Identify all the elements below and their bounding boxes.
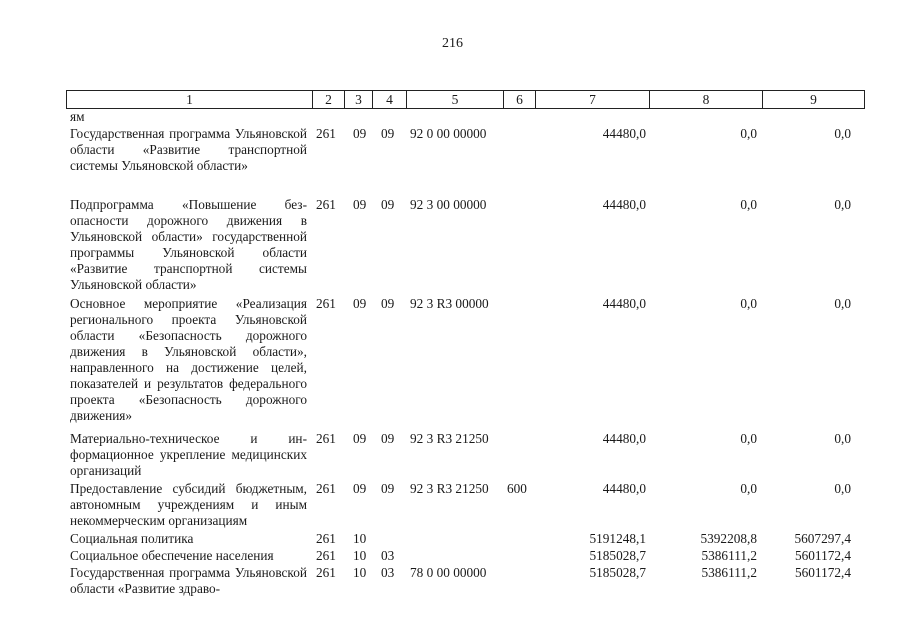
row-name: Предоставление субсидий бюджетным, автономным учреждениям и иным некоммерческим организациям <box>70 481 307 528</box>
row-code-4: 09 <box>381 481 395 496</box>
row-value-8: 5386111,2 <box>701 565 757 580</box>
column-header-4: 4 <box>373 91 407 108</box>
page-number: 216 <box>442 36 463 51</box>
row-value-9: 0,0 <box>834 431 851 446</box>
column-header-2: 2 <box>313 91 345 108</box>
row-value-7: 44480,0 <box>602 197 646 212</box>
row-code-2: 261 <box>316 431 336 446</box>
row-code-2: 261 <box>316 481 336 496</box>
row-code-4: 09 <box>381 431 395 446</box>
row-code-3: 09 <box>353 126 367 141</box>
row-code-2: 261 <box>316 296 336 311</box>
row-code-6: 600 <box>507 481 527 496</box>
row-code-3: 09 <box>353 431 367 446</box>
row-code-3: 09 <box>353 481 367 496</box>
row-value-7: 44480,0 <box>602 431 646 446</box>
row-value-8: 0,0 <box>740 296 757 311</box>
row-code-5: 92 3 00 00000 <box>410 197 487 212</box>
row-code-2: 261 <box>316 565 336 580</box>
row-code-5: 78 0 00 00000 <box>410 565 487 580</box>
column-header-row <box>66 90 865 109</box>
column-header-9: 9 <box>810 92 817 107</box>
row-name: Государственная программа Ульяновской области «Развитие транспортной системы Ульяновской области» <box>70 126 307 173</box>
row-code-2: 261 <box>316 548 336 563</box>
row-value-7: 5185028,7 <box>589 565 646 580</box>
row-code-2: 261 <box>316 531 336 546</box>
row-code-3: 10 <box>353 548 367 563</box>
row-name: Подпрограмма «Повышение безопасности дорожного движения в Ульяновской области» государственной программы Ульяновской области «Развитие транспортной системы Ульяновской области» <box>70 197 307 292</box>
row-value-9: 5601172,4 <box>794 548 851 563</box>
row-code-3: 09 <box>353 296 367 311</box>
row-name: Социальная политика <box>70 531 194 546</box>
column-header-1: 1 <box>67 91 313 108</box>
row-code-3: 10 <box>353 531 367 546</box>
row-code-5: 92 3 R3 21250 <box>410 431 489 446</box>
row-code-4: 09 <box>381 126 395 141</box>
row-value-8: 0,0 <box>740 126 757 141</box>
carry-over-text: ям <box>70 109 85 124</box>
column-header-3: 3 <box>345 91 373 108</box>
row-value-9: 0,0 <box>834 126 851 141</box>
row-value-7: 5191248,1 <box>589 531 646 546</box>
row-value-7: 44480,0 <box>602 481 646 496</box>
row-code-5: 92 3 R3 21250 <box>410 481 489 496</box>
row-value-8: 0,0 <box>740 431 757 446</box>
row-value-9: 5607297,4 <box>794 531 851 546</box>
column-header-7: 7 <box>536 91 650 108</box>
row-code-3: 09 <box>353 197 367 212</box>
row-code-5: 92 3 R3 00000 <box>410 296 489 311</box>
column-header-6: 6 <box>504 91 536 108</box>
row-value-8: 5386111,2 <box>701 548 757 563</box>
row-name: Государственная программа Ульяновской области «Развитие здраво- <box>70 565 307 596</box>
row-code-2: 261 <box>316 126 336 141</box>
row-name: Материально-техническое и информационное укрепление медицинских организаций <box>70 431 307 478</box>
row-value-9: 0,0 <box>834 197 851 212</box>
row-code-4: 09 <box>381 197 395 212</box>
row-value-8: 5392208,8 <box>700 531 757 546</box>
row-code-4: 03 <box>381 548 395 563</box>
row-value-7: 44480,0 <box>602 126 646 141</box>
row-code-5: 92 0 00 00000 <box>410 126 487 141</box>
row-code-3: 10 <box>353 565 367 580</box>
row-value-9: 0,0 <box>834 481 851 496</box>
row-code-4: 03 <box>381 565 395 580</box>
row-value-7: 5185028,7 <box>589 548 646 563</box>
row-value-9: 0,0 <box>834 296 851 311</box>
column-header-8: 8 <box>650 91 763 108</box>
row-value-7: 44480,0 <box>602 296 646 311</box>
row-value-8: 0,0 <box>740 481 757 496</box>
row-name: Социальное обеспечение населения <box>70 548 274 563</box>
row-value-9: 5601172,4 <box>794 565 851 580</box>
row-code-4: 09 <box>381 296 395 311</box>
column-header-5: 5 <box>407 91 504 108</box>
row-code-2: 261 <box>316 197 336 212</box>
row-name: Основное мероприятие «Реализация регионального проекта Ульяновской области «Безопасность дорожного движения в Ульяновской области», направленного на достижение целей, показателей и результатов федерального проекта «Безопасность дорожного движения» <box>70 296 307 423</box>
row-value-8: 0,0 <box>740 197 757 212</box>
